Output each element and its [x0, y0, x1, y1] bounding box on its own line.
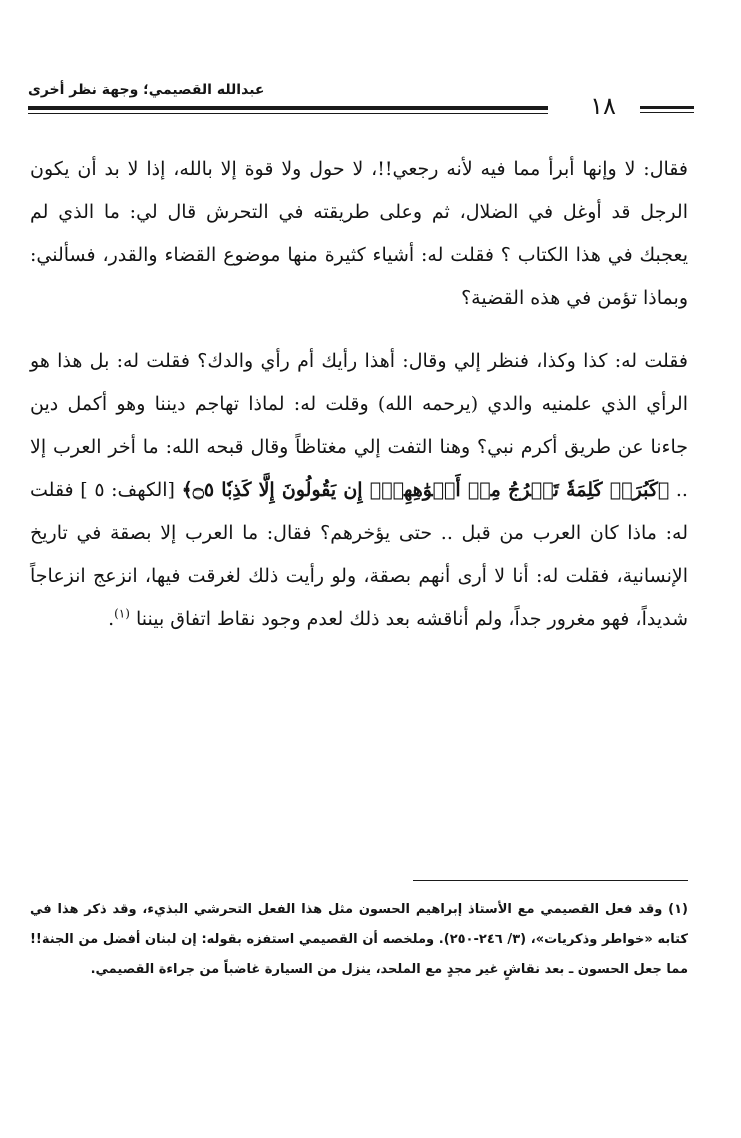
paragraph-1: فقال: لا وإنها أبرأ مما فيه لأنه رجعي!!، لا حول ولا قوة إلا بالله، إذا لا بد أن يكون الرجل قد أوغل في الضلال، ثم وعلى طريقته في التحرش قال لي: ما الذي لم يعجبك في هذا الكتاب ؟ فقلت له: أشياء كثيرة منها موضوع القضاء والقدر، فسألني: وبماذا تؤمن في هذه القضية؟: [30, 158, 688, 309]
paragraph-2-period: .: [108, 608, 115, 630]
page-number-rule-thick: [640, 106, 694, 109]
quran-verse: ﴿كَبُرَتۡ كَلِمَةٗ تَخۡرُجُ مِنۡ أَفۡوَٰهِهِمۡۚ إِن يَقُولُونَ إِلَّا كَذِبٗا ۝٥﴾: [181, 479, 670, 501]
paragraph-2: [30, 340, 688, 641]
footnote-separator: [413, 880, 688, 881]
header-rule-thin: [28, 113, 548, 114]
footnote-1: (١) وقد فعل القصيمي مع الأستاذ إبراهيم الحسون مثل هذا الفعل التحرشي البذيء، وقد ذكر هذا في كتابه «خواطر وذكريات»، (٣/ ٢٤٦-٢٥٠). وملخصه أن القصيمي استفزه بقوله: إن لبنان أفضل من الجنة!! مما جعل الحسون ـ بعد نقاشٍ غير مجدٍ مع الملحد، ينزل من السيارة غاضباً من جراءة القصيمي.: [30, 902, 688, 977]
paragraph-2-text-end: [الكهف: ٥ ] فقلت له: ماذا كان العرب من قبل .. حتى يؤخرهم؟ فقال: ما العرب إلا بصقة في تاريخ الإنسانية، فقلت له: أنا لا أرى أنهم بصقة، ولو رأيت ذلك لغرقت فيها، انزعج انزعاجاً شديداً، فهو مغرور جداً، ولم أناقشه بعد ذلك لعدم وجود نقاط اتفاق بيننا: [30, 479, 688, 630]
footnotes: [30, 895, 688, 985]
header-rule-thick: [28, 106, 548, 110]
main-text: [30, 148, 688, 661]
page-number: ١٨: [590, 92, 616, 120]
page-header: [28, 78, 690, 128]
paragraph-2-text-start: فقلت له: كذا وكذا، فنظر إلي وقال: أهذا رأيك أم رأي والدك؟ فقلت له: بل هذا هو الرأي الذي علمنيه والدي (يرحمه الله) وقلت له: لماذا تهاجم ديننا وهو أكمل دين جاءنا عن طريق أكرم نبي؟ وهنا التفت إلي مغتاظاً وقال قبحه الله: ما أخر العرب إلا ..: [30, 350, 688, 501]
footnote-reference: (١): [114, 606, 130, 621]
running-head: عبدالله القصيمي؛ وجهة نظر أخرى: [28, 82, 265, 98]
page-number-rule-thin: [640, 112, 694, 113]
